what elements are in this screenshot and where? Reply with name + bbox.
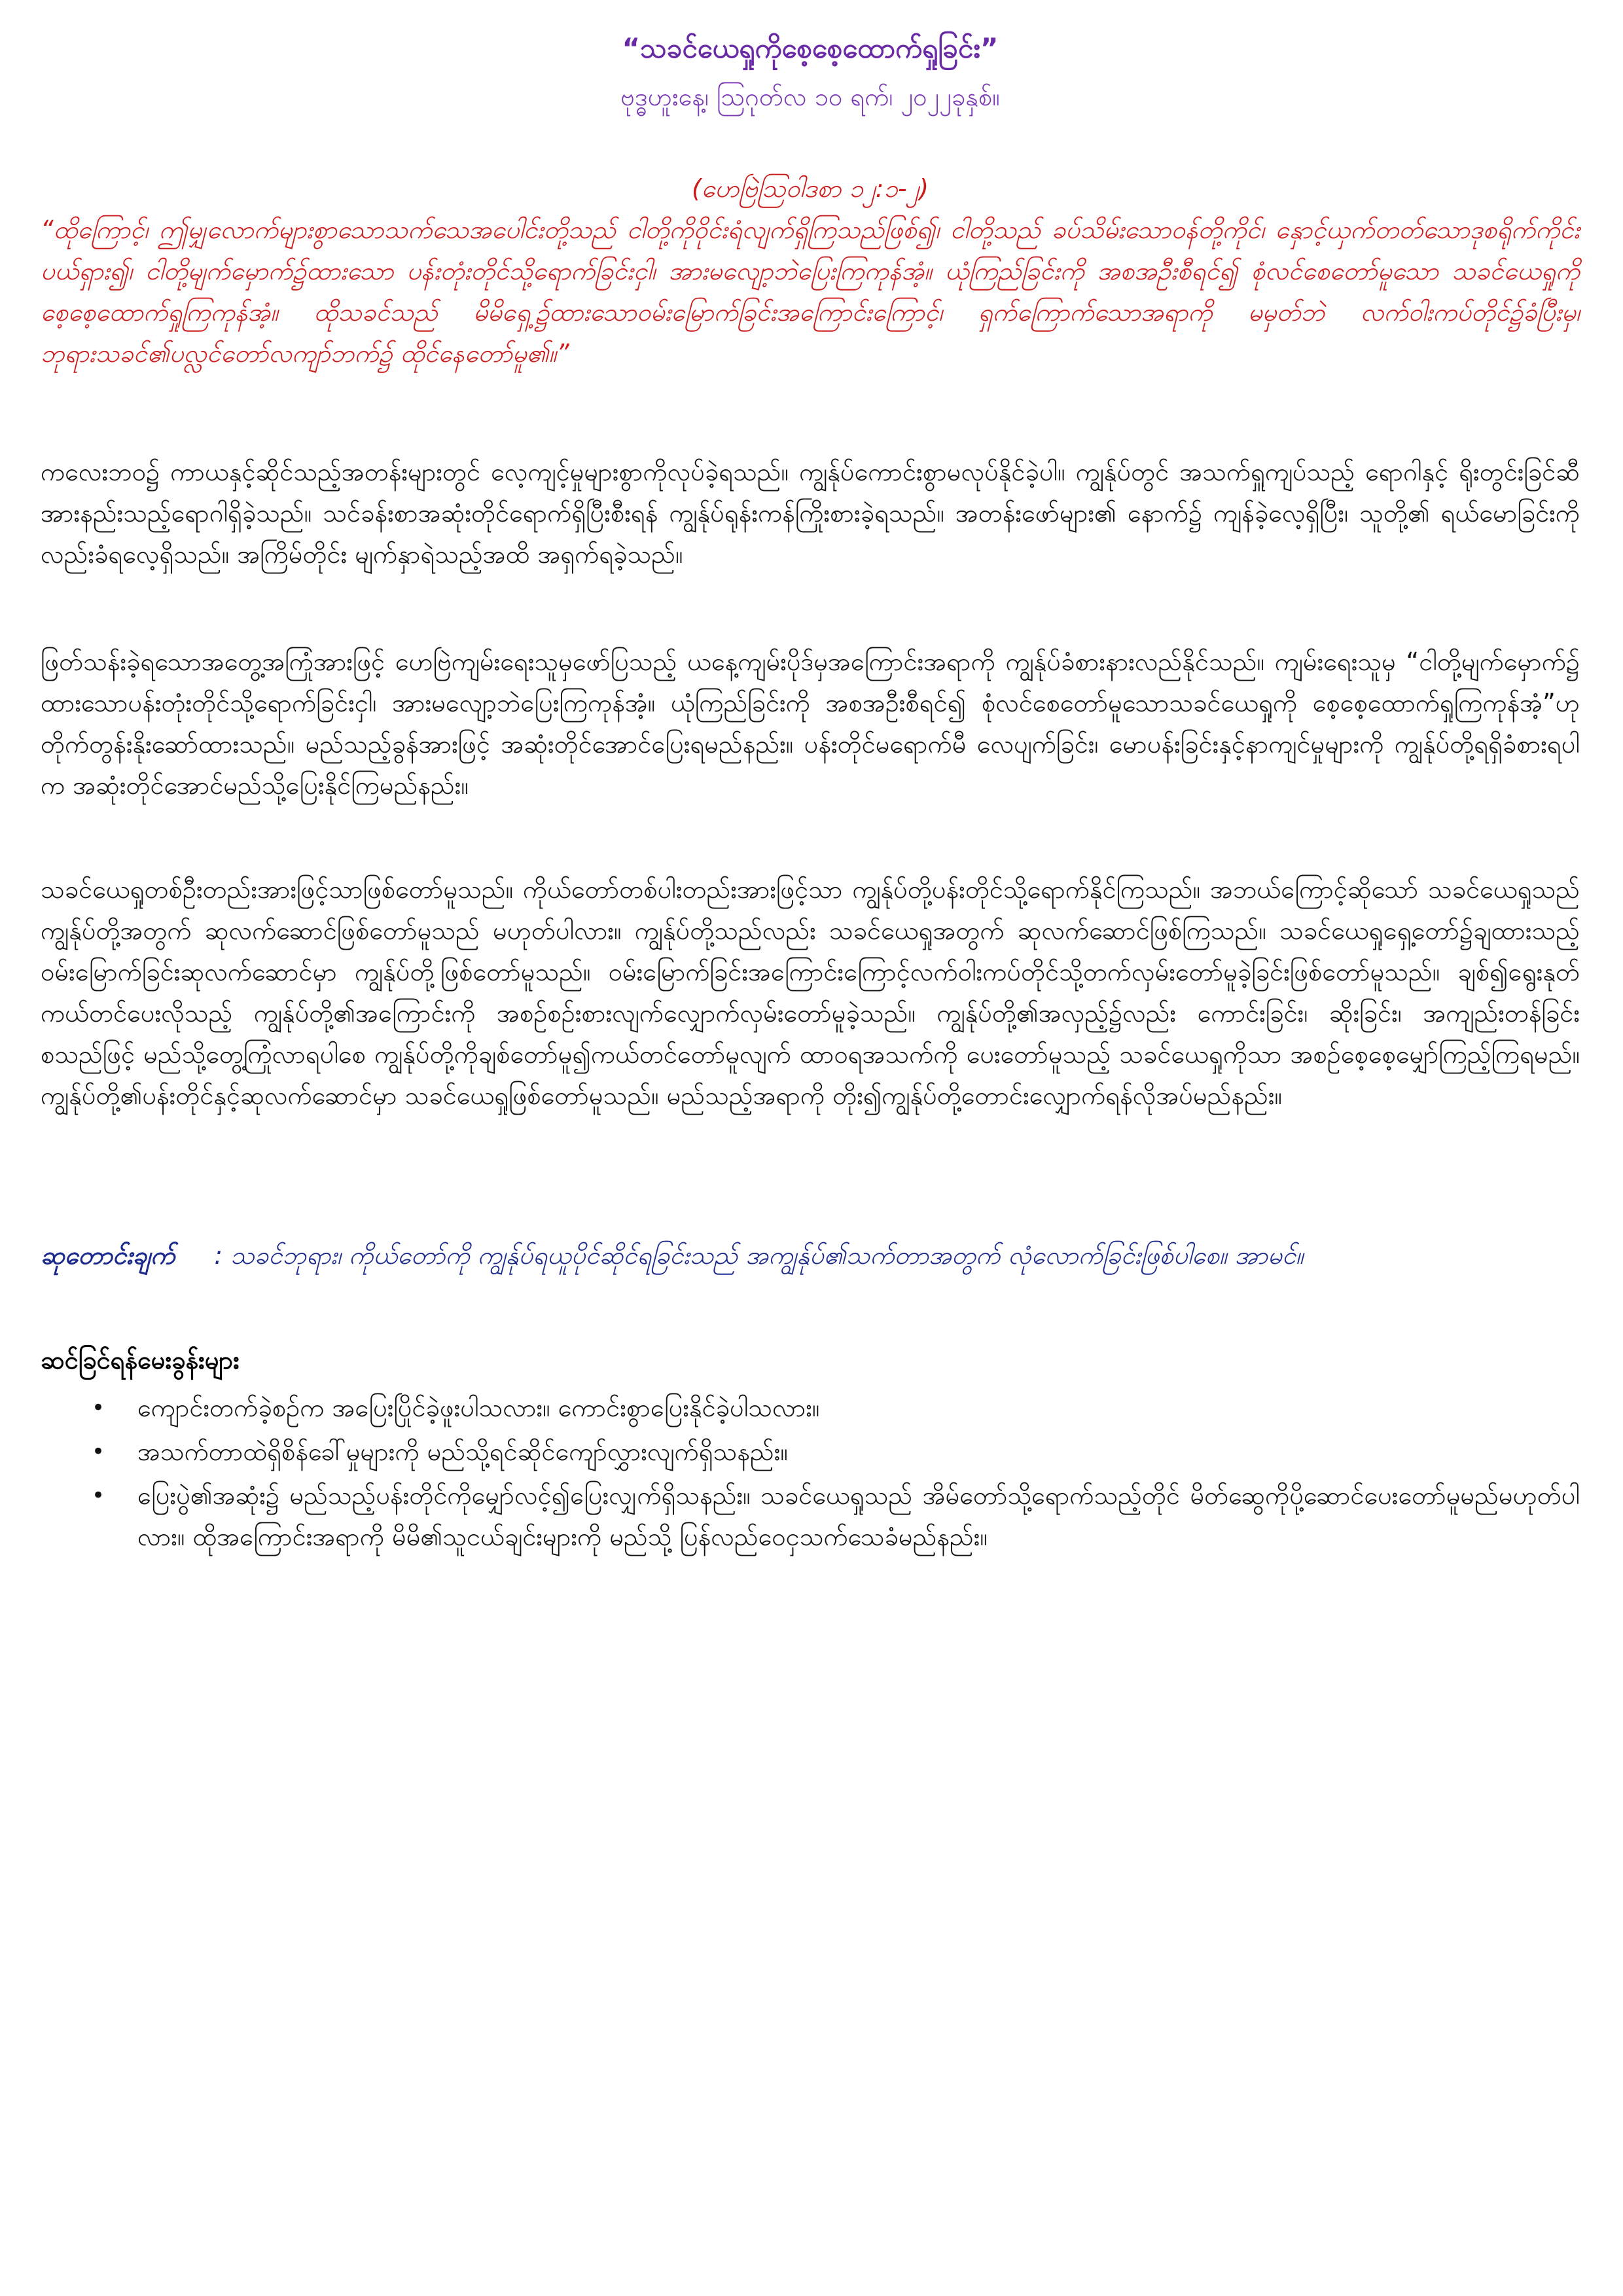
prayer (41, 1237, 1580, 1274)
question-text: ကျောင်းတက်ခဲ့စဉ်က အပြေးပြိုင်ခဲ့ဖူးပါသလား။ ကောင်းစွာပြေးနိုင်ခဲ့ပါသလား။ (137, 1393, 820, 1422)
bullet-icon: • (92, 1395, 105, 1421)
bullet-icon: • (92, 1439, 105, 1465)
scripture-text: “ထိုကြောင့်၊ ဤမျှလောက်များစွာသောသက်သေအပေါင်းတို့သည် ငါတို့ကိုဝိုင်းရံလျက်ရှိကြသည်ဖြစ်၍၊ ငါတို့သည် ခပ်သိမ်းသောဝန်တို့ကိုင်၊ နှောင့်ယှက်တတ်သောဒုစရိုက်ကိုင်းပယ်ရှား၍၊ ငါတို့မျက်မှောက်၌ထားသော ပန်းတုံးတိုင်သို့ရောက်ခြင်းငှါ၊ အားမလျော့ဘဲပြေးကြကုန်အံ့။ ယုံကြည်ခြင်းကို အစအဦးစီရင်၍ စုံလင်စေတော်မူသော သခင်ယေရှုကို စေ့စေ့ထောက်ရှုကြကုန်အံ့။ ထိုသခင်သည် မိမိရှေ့၌ထားသောဝမ်းမြောက်ခြင်းအကြောင်းကြောင့်၊ ရှက်ကြောက်သောအရာကို မမှတ်ဘဲ လက်ဝါးကပ်တိုင်၌ခံပြီးမှ၊ ဘုရားသခင်၏ပလ္လင်တော်လကျာ်ဘက်၌ ထိုင်နေတော်မူ၏။” (41, 215, 1580, 368)
questions-heading: ဆင်ခြင်ရန်မေးခွန်းများ (41, 1346, 240, 1374)
bullet-icon: • (92, 1482, 105, 1509)
questions-list (92, 1388, 1580, 1560)
body-paragraph-1: ကလေးဘဝ၌ ကာယနှင့်ဆိုင်သည့်အတန်းများတွင် လေ့ကျင့်မှုများစွာကိုလုပ်ခဲ့ရသည်။ ကျွန်ုပ်ကောင်းစွာမလုပ်နိုင်ခဲ့ပါ။ ကျွန်ုပ်တွင် အသက်ရှူကျပ်သည့် ရောဂါနှင့် ရိုးတွင်းခြင်ဆီအားနည်းသည့်ရောဂါရှိခဲ့သည်။ သင်ခန်းစာအဆုံးတိုင်ရောက်ရှိပြီးစီးရန် ကျွန်ုပ်ရုန်းကန်ကြိုးစားခဲ့ရသည်။ အတန်းဖော်များ၏ နောက်၌ ကျန်ခဲ့လေ့ရှိပြီး၊ သူတို့၏ ရယ်မောခြင်းကိုလည်းခံရလေ့ရှိသည်။ အကြိမ်တိုင်း မျက်နှာရဲသည့်အထိ အရှက်ရခဲ့သည်။ (41, 457, 1580, 569)
question-text: အသက်တာထဲရှိစိန်ခေါ်မှုများကို မည်သို့ရင်ဆိုင်ကျော်လွှားလျက်ရှိသနည်း။ (137, 1437, 788, 1466)
question-text: ပြေးပွဲ၏အဆုံး၌ မည်သည့်ပန်းတိုင်ကိုမျှော်လင့်၍ပြေးလျှက်ရှိသနည်း။ သခင်ယေရှုသည် အိမ်တော်သို့ရောက်သည့်တိုင် မိတ်ဆွေကိုပို့ဆောင်ပေးတော်မူမည်မဟုတ်ပါလား။ ထိုအကြောင်းအရာကို မိမိ၏သူငယ်ချင်းများကို မည်သို့ ပြန်လည်ဝေငှသက်သေခံမည်နည်း။ (137, 1481, 1580, 1551)
devotion-title: “သခင်ယေရှုကိုစေ့စေ့ထောက်ရှုခြင်း” (622, 32, 999, 64)
body-paragraph-2: ဖြတ်သန်းခဲ့ရသောအတွေ့အကြုံအားဖြင့် ဟေဗြဲကျမ်းရေးသူမှဖော်ပြသည့် ယနေ့ကျမ်းပိုဒ်မှအကြောင်းအရာကို ကျွန်ုပ်ခံစားနားလည်နိုင်သည်။ ကျမ်းရေးသူမှ “ငါတို့မျက်မှောက်၌ ထားသောပန်းတုံးတိုင်သို့ရောက်ခြင်းငှါ၊ အားမလျော့ဘဲပြေးကြကုန်အံ့။ ယုံကြည်ခြင်းကို အစအဦးစီရင်၍ စုံလင်စေတော်မူသောသခင်ယေရှုကို စေ့စေ့ထောက်ရှုကြကုန်အံ့”ဟု တိုက်တွန်းနိုးဆော်ထားသည်။ မည်သည့်ခွန်အားဖြင့် အဆုံးတိုင်အောင်ပြေးရမည်နည်း။ ပန်းတိုင်မရောက်မီ လေပျက်ခြင်း၊ မောပန်းခြင်းနှင့်နာကျင်မှုများကို ကျွန်ုပ်တို့ရရှိခံစားရပါက အဆုံးတိုင်အောင်မည်သို့ပြေးနိုင်ကြမည်နည်း။ (41, 647, 1580, 800)
prayer-text: : သခင်ဘုရား၊ ကိုယ်တော်ကို ကျွန်ုပ်ရယူပိုင်ဆိုင်ရခြင်းသည် အကျွန်ုပ်၏သက်တာအတွက် လုံလောက်ခြင်းဖြစ်ပါစေ။ အာမင်။ (214, 1241, 1304, 1270)
list-item (92, 1475, 1580, 1558)
body-paragraph-3: သခင်ယေရှုတစ်ဦးတည်းအားဖြင့်သာဖြစ်တော်မူသည်။ ကိုယ်တော်တစ်ပါးတည်းအားဖြင့်သာ ကျွန်ုပ်တို့ပန်းတိုင်သို့ရောက်နိုင်ကြသည်။ အဘယ်ကြောင့်ဆိုသော် သခင်ယေရှုသည် ကျွန်ုပ်တို့အတွက် ဆုလက်ဆောင်ဖြစ်တော်မူသည် မဟုတ်ပါလား။ ကျွန်ုပ်တို့သည်လည်း သခင်ယေရှုအတွက် ဆုလက်ဆောင်ဖြစ်ကြသည်။ သခင်ယေရှုရှေ့တော်၌ချထားသည့် ဝမ်းမြောက်ခြင်းဆုလက်ဆောင်မှာ ကျွန်ုပ်တို့ဖြစ်တော်မူသည်။ ဝမ်းမြောက်ခြင်းအကြောင်းကြောင့်လက်ဝါးကပ်တိုင်သို့တက်လှမ်းတော်မူခဲ့ခြင်းဖြစ်တော်မူသည်။ ချစ်၍ရွေးနုတ်ကယ်တင်ပေးလိုသည့် ကျွန်ုပ်တို့၏အကြောင်းကို အစဉ်စဉ်းစားလျက်လျှောက်လှမ်းတော်မူခဲ့သည်။ ကျွန်ုပ်တို့၏အလှည့်၌လည်း ကောင်းခြင်း၊ ဆိုးခြင်း၊ အကျည်းတန်ခြင်းစသည်ဖြင့် မည်သို့တွေ့ကြုံလာရပါစေ ကျွန်ုပ်တို့ကိုချစ်တော်မူ၍ကယ်တင်တော်မူလျက် ထာဝရအသက်ကို ပေးတော်မူသည့် သခင်ယေရှုကိုသာ အစဉ်စေ့စေ့မျှော်ကြည့်ကြရမည်။ ကျွန်ုပ်တို့၏ပန်းတိုင်နှင့်ဆုလက်ဆောင်မှာ သခင်ယေရှုဖြစ်တော်မူသည်။ မည်သည့်အရာကို တိုး၍ကျွန်ုပ်တို့တောင်းလျှောက်ရန်လိုအပ်မည်နည်း။ (41, 875, 1580, 1110)
scripture-reference: (ဟေဗြဲဩဝါဒစာ ၁၂:၁-၂) (691, 174, 929, 203)
list-item (92, 1431, 1580, 1473)
list-item (92, 1388, 1580, 1429)
prayer-label: ဆုတောင်းချက် (41, 1241, 175, 1270)
devotion-date: ဗုဒ္ဓဟူးနေ့၊ ဩဂုတ်လ ၁၀ ရက်၊ ၂၀၂၂ခုနှစ်။ (620, 82, 1000, 111)
